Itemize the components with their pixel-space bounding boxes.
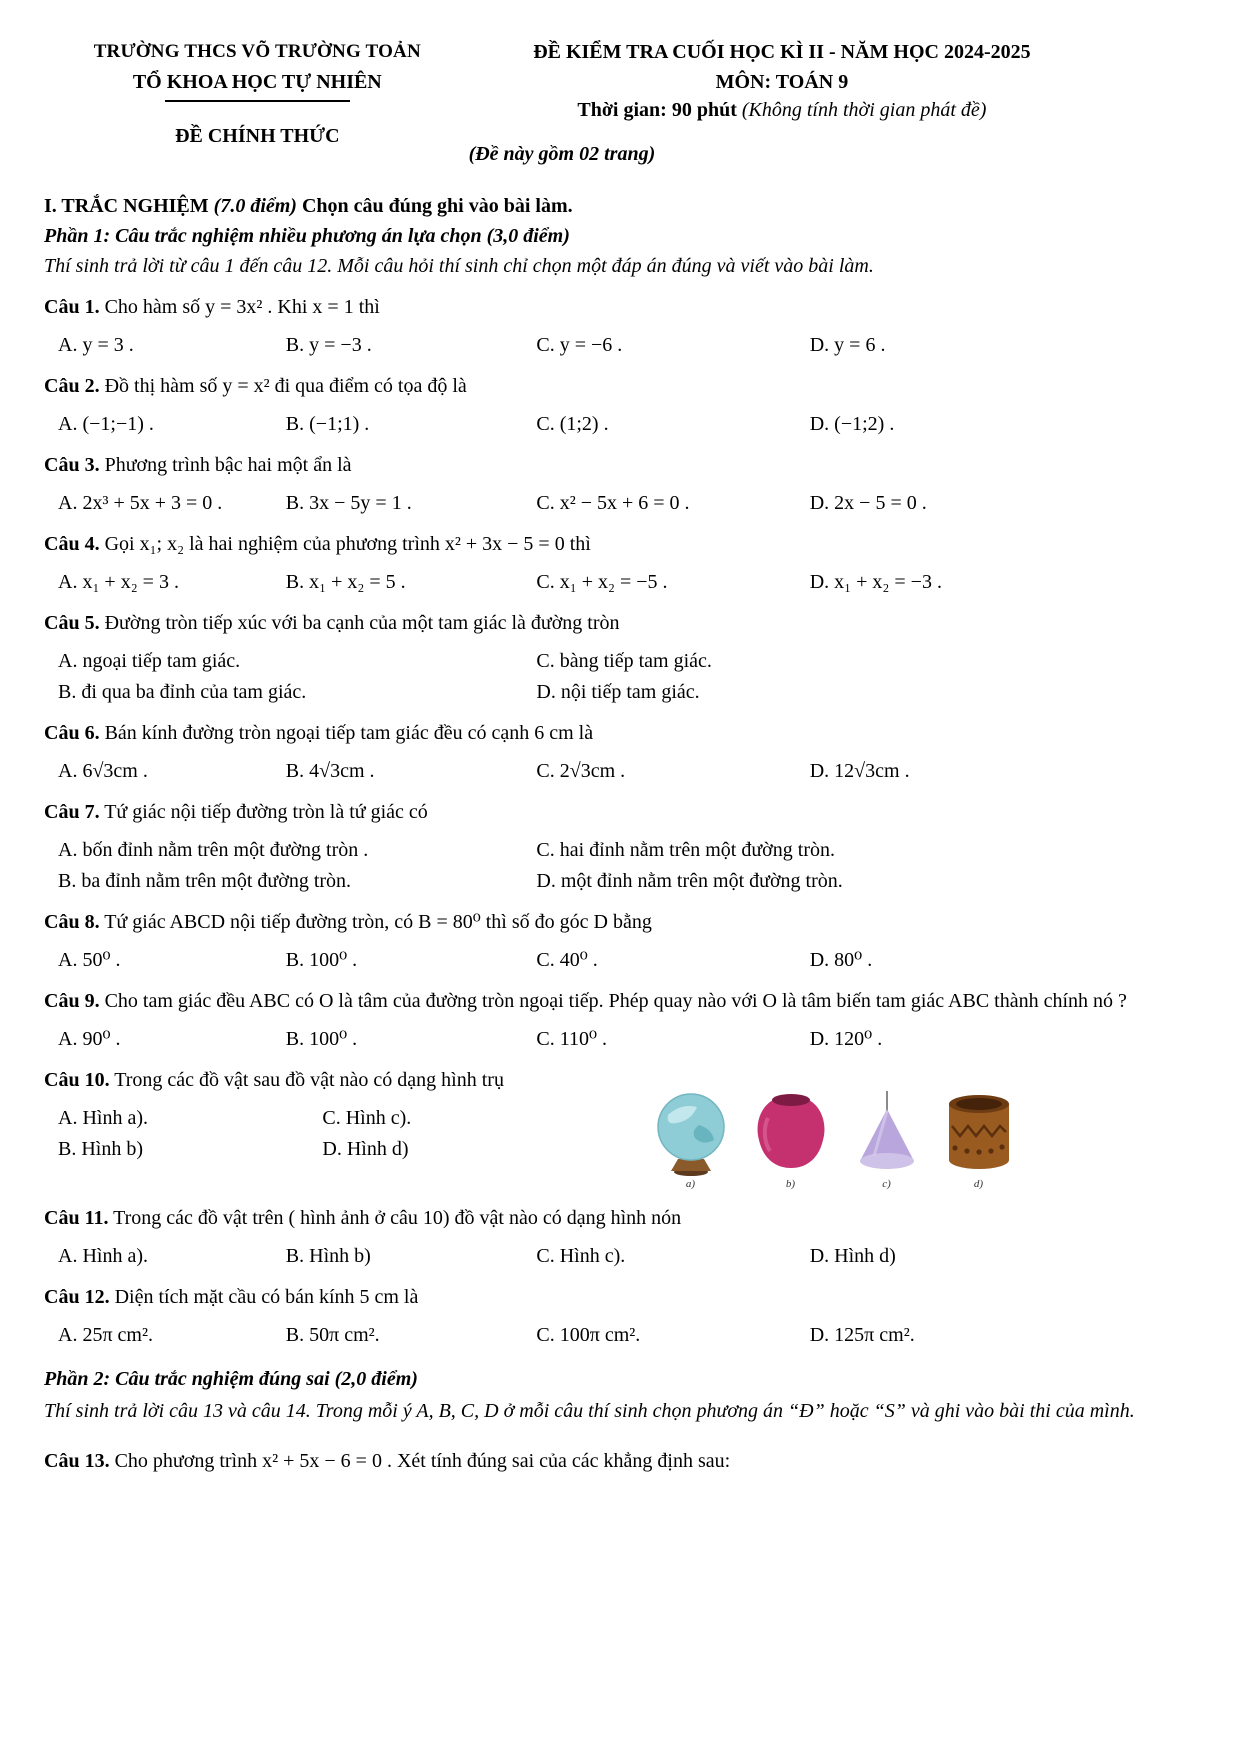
question-text: Trong các đồ vật sau đồ vật nào có dạng hình trụ: [114, 1069, 504, 1091]
options-row: [44, 489, 1197, 517]
question-number: Câu 6.: [44, 722, 100, 744]
question-number: Câu 5.: [44, 612, 100, 634]
option-a: A. Hình a).: [58, 1245, 148, 1267]
option-d: D. 80⁰ .: [809, 949, 873, 971]
question-text: Cho phương trình x² + 5x − 6 = 0 . Xét tính đúng sai của các khẳng định sau:: [114, 1450, 731, 1472]
part2-title: Phần 2: Câu trắc nghiệm đúng sai (2,0 điểm): [44, 1368, 418, 1390]
option-a: A. x₁ + x₂ = 3 .: [58, 571, 179, 593]
question-number: Câu 10.: [44, 1069, 110, 1091]
option-d: D. (−1;2) .: [809, 413, 895, 435]
question-number: Câu 7.: [44, 801, 100, 823]
question-stem: [44, 719, 1197, 747]
option-d: D. 12√3cm .: [809, 760, 910, 782]
question-number: Câu 9.: [44, 990, 100, 1012]
option-b: B. x₁ + x₂ = 5 .: [285, 571, 406, 593]
option-a: A. 6√3cm .: [58, 760, 148, 782]
options-row: [44, 1242, 1197, 1270]
question-text: Đồ thị hàm số y = x² đi qua điểm có tọa độ là: [104, 375, 467, 397]
figure-b-label: b): [785, 1178, 796, 1190]
question-10-text-block: [44, 1066, 621, 1163]
figure-d: [941, 1088, 1017, 1191]
option-a: A. bốn đỉnh nằm trên một đường tròn .: [58, 839, 369, 861]
question-stem: [44, 451, 1197, 479]
figure-a: [649, 1088, 733, 1191]
question-1: [44, 293, 1197, 359]
figure-b: [749, 1088, 833, 1191]
option-d: D. x₁ + x₂ = −3 .: [809, 571, 942, 593]
option-c: C. 100π cm².: [536, 1324, 641, 1346]
question-8: [44, 908, 1197, 974]
question-number: Câu 8.: [44, 911, 100, 933]
option-b: B. 50π cm².: [285, 1324, 380, 1346]
header: [44, 38, 1197, 168]
question-9: [44, 987, 1197, 1053]
option-c: C. (1;2) .: [536, 413, 609, 435]
option-c: C. x² − 5x + 6 = 0 .: [536, 492, 690, 514]
question-12: [44, 1283, 1197, 1349]
options-row: [44, 410, 1197, 438]
option-a: A. Hình a).: [58, 1107, 148, 1129]
option-d: D. Hình d): [322, 1138, 409, 1160]
option-d: D. 2x − 5 = 0 .: [809, 492, 927, 514]
options-row: [44, 757, 1197, 785]
option-c: C. y = −6 .: [536, 334, 623, 356]
option-b: B. 100⁰ .: [285, 1028, 358, 1050]
question-number: Câu 3.: [44, 454, 100, 476]
question-stem: [44, 1283, 1197, 1311]
question-stem: [44, 530, 1197, 558]
question-text: Diện tích mặt cầu có bán kính 5 cm là: [114, 1286, 419, 1308]
crystal-ball-icon: [649, 1088, 733, 1178]
question-10: [44, 1066, 1197, 1191]
figure-c-label: c): [882, 1178, 891, 1190]
option-b: B. ba đỉnh nằm trên một đường tròn.: [58, 870, 352, 892]
options-grid: [44, 836, 1197, 895]
option-c: C. Hình c).: [536, 1245, 626, 1267]
option-d: D. 125π cm².: [809, 1324, 915, 1346]
option-c: C. 2√3cm .: [536, 760, 626, 782]
options-grid: [44, 1104, 621, 1163]
option-a: A. 50⁰ .: [58, 949, 121, 971]
question-text: Tứ giác nội tiếp đường tròn là tứ giác có: [104, 801, 428, 823]
figures-row: [621, 1088, 1198, 1191]
options-row: [44, 946, 1197, 974]
question-text: Đường tròn tiếp xúc với ba cạnh của một tam giác là đường tròn: [104, 612, 620, 634]
exam-title: ĐỀ KIỂM TRA CUỐI HỌC KÌ II - NĂM HỌC 2024-2025: [533, 41, 1031, 63]
option-c: C. 40⁰ .: [536, 949, 598, 971]
section1-heading-tail: Chọn câu đúng ghi vào bài làm.: [301, 195, 573, 217]
options-row: [44, 1025, 1197, 1053]
question-stem: [44, 798, 1197, 826]
option-c: C. 110⁰ .: [536, 1028, 607, 1050]
option-a: A. (−1;−1) .: [58, 413, 154, 435]
part2-note: Thí sinh trả lời câu 13 và câu 14. Trong mỗi ý A, B, C, D ở mỗi câu thí sinh chọn phương án “Đ” hoặc “S” và ghi vào bài thi của mình.: [44, 1400, 1135, 1422]
school-name: TRƯỜNG THCS VÕ TRƯỜNG TOẢN: [93, 41, 421, 62]
department-name: TỔ KHOA HỌC TỰ NHIÊN: [132, 71, 382, 93]
question-5: [44, 609, 1197, 706]
option-b: B. 4√3cm .: [285, 760, 375, 782]
options-row: [44, 331, 1197, 359]
subject-title: MÔN: TOÁN 9: [715, 71, 849, 93]
figure-c: [849, 1088, 925, 1191]
question-number: Câu 4.: [44, 533, 100, 555]
figure-d-label: d): [973, 1178, 984, 1190]
option-a: A. ngoại tiếp tam giác.: [58, 650, 241, 672]
question-stem: [44, 908, 1197, 936]
option-c: C. x₁ + x₂ = −5 .: [536, 571, 668, 593]
question-6: [44, 719, 1197, 785]
option-b: B. y = −3 .: [285, 334, 372, 356]
question-text: Cho hàm số y = 3x² . Khi x = 1 thì: [104, 296, 380, 318]
figure-a-label: a): [685, 1178, 696, 1190]
header-right: [468, 38, 1094, 168]
question-text: Tứ giác ABCD nội tiếp đường tròn, có B = 80⁰ thì số đo góc D bằng: [104, 911, 652, 933]
question-stem: [44, 1447, 1197, 1475]
option-a: A. 90⁰ .: [58, 1028, 121, 1050]
question-7: [44, 798, 1197, 895]
question-stem: [44, 293, 1197, 321]
cylinder-drum-icon: [941, 1088, 1017, 1178]
section1-heading-main: I. TRẮC NGHIỆM: [44, 195, 209, 217]
question-number: Câu 11.: [44, 1207, 109, 1229]
option-b: B. 3x − 5y = 1 .: [285, 492, 412, 514]
question-number: Câu 1.: [44, 296, 100, 318]
option-b: B. đi qua ba đỉnh của tam giác.: [58, 681, 307, 703]
duration-note: (Không tính thời gian phát đề): [741, 99, 987, 121]
header-divider: [165, 100, 350, 102]
cone-icon: [849, 1088, 925, 1178]
option-c: C. hai đỉnh nằm trên một đường tròn.: [536, 839, 835, 861]
official-exam-label: ĐỀ CHÍNH THỨC: [175, 125, 340, 147]
question-4: [44, 530, 1197, 596]
question-13: [44, 1447, 1197, 1475]
duration-value: Thời gian: 90 phút: [577, 99, 737, 121]
question-stem: [44, 609, 1197, 637]
duration-line: [471, 96, 1094, 124]
pages-note: (Đề này gồm 02 trang): [468, 143, 656, 165]
part1-note: Thí sinh trả lời từ câu 1 đến câu 12. Mỗi câu hỏi thí sinh chỉ chọn một đáp án đúng và viết vào bài làm.: [44, 255, 874, 277]
option-b: B. 100⁰ .: [285, 949, 358, 971]
option-c: C. bàng tiếp tam giác.: [536, 650, 712, 672]
option-a: A. 2x³ + 5x + 3 = 0 .: [58, 492, 223, 514]
question-text: Cho tam giác đều ABC có O là tâm của đường tròn ngoại tiếp. Phép quay nào với O là tâm biến tam giác ABC thành chính nó ?: [104, 990, 1127, 1012]
vase-icon: [749, 1088, 833, 1178]
options-grid: [44, 647, 1197, 706]
question-text: Phương trình bậc hai một ẩn là: [104, 454, 352, 476]
question-number: Câu 13.: [44, 1450, 110, 1472]
option-b: B. Hình b): [58, 1138, 143, 1160]
part1-title: Phần 1: Câu trắc nghiệm nhiều phương án lựa chọn (3,0 điểm): [44, 225, 570, 247]
question-text: Gọi x₁; x₂ là hai nghiệm của phương trình x² + 3x − 5 = 0 thì: [104, 533, 591, 555]
option-d: D. nội tiếp tam giác.: [536, 681, 700, 703]
section1-heading-points: (7.0 điểm): [213, 195, 297, 217]
option-a: A. y = 3 .: [58, 334, 134, 356]
option-d: D. 120⁰ .: [809, 1028, 883, 1050]
question-11: [44, 1204, 1197, 1270]
options-row: [44, 1321, 1197, 1349]
question-2: [44, 372, 1197, 438]
option-b: B. Hình b): [285, 1245, 371, 1267]
question-number: Câu 12.: [44, 1286, 110, 1308]
question-text: Bán kính đường tròn ngoại tiếp tam giác đều có cạnh 6 cm là: [104, 722, 594, 744]
question-number: Câu 2.: [44, 375, 100, 397]
question-stem: [44, 372, 1197, 400]
options-row: [44, 568, 1197, 596]
section1-heading: [44, 192, 1197, 220]
question-stem: [44, 1204, 1197, 1232]
question-stem: [44, 1066, 621, 1094]
question-stem: [44, 987, 1197, 1015]
question-text: Trong các đồ vật trên ( hình ảnh ở câu 10) đồ vật nào có dạng hình nón: [113, 1207, 682, 1229]
option-d: D. y = 6 .: [809, 334, 886, 356]
question-3: [44, 451, 1197, 517]
option-a: A. 25π cm².: [58, 1324, 153, 1346]
option-d: D. một đỉnh nằm trên một đường tròn.: [536, 870, 843, 892]
option-b: B. (−1;1) .: [285, 413, 370, 435]
option-d: D. Hình d): [809, 1245, 896, 1267]
option-c: C. Hình c).: [322, 1107, 412, 1129]
